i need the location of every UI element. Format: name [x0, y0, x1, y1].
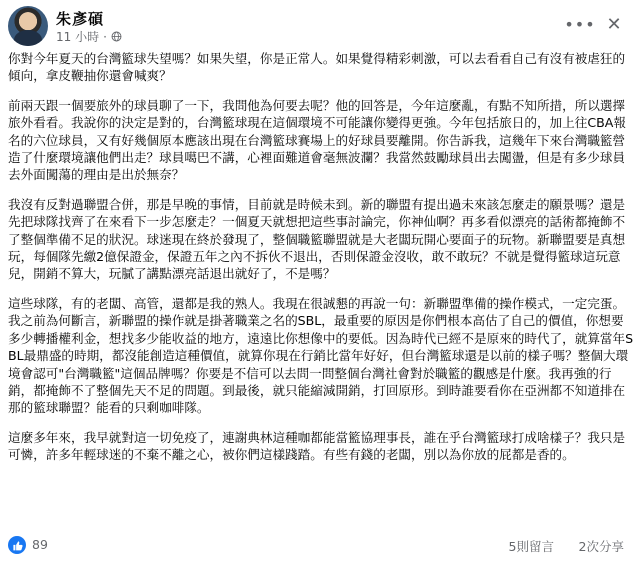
share-count-link[interactable]: 2次分享 — [578, 539, 624, 554]
more-options-icon[interactable]: ••• — [564, 14, 596, 34]
comment-count-link[interactable]: 5則留言 — [508, 539, 554, 554]
post-paragraph: 我沒有反對過聯盟合併，那是早晚的事情，目前就是時候未到。新的聯盟有提出過未來該怎麼走的願景嗎？還是先把球隊找齊了在來看下一步怎麼走？一個夏天就想把這些事討論完，你神仙啊？再多看似漂亮的話術都掩飾不了整個準備不足的狀況。球迷現在終於發現了，整個職籃聯盟就是大老闆玩開心要面子的玩物。新聯盟要是真想玩，每個隊先繳2億保證金，保證五年之內不拆伙不退出，否則保證金沒收，敢不敢玩？不就是覺得籃球這玩意兒，開銷不算大，玩膩了講點漂亮話退出就好了，不是嗎？ — [8, 196, 626, 282]
post-meta: 11 小時 · — [56, 28, 122, 45]
thumbs-up-icon[interactable] — [8, 536, 26, 554]
globe-icon — [111, 31, 122, 42]
post-timestamp[interactable]: 11 小時 — [56, 30, 100, 44]
post-header — [8, 6, 632, 46]
post-body — [8, 50, 634, 476]
post-paragraph: 你對今年夏天的台灣籃球失望嗎？如果失望，你是正常人。如果覺得精彩刺激，可以去看看自己有沒有被虐狂的傾向，拿皮鞭抽你還會喊爽？ — [8, 51, 626, 84]
post-stats-bar — [8, 534, 632, 556]
like-count[interactable]: 89 — [32, 537, 48, 552]
author-name[interactable]: 朱彥碩 — [56, 10, 105, 28]
post-paragraph: 這些球隊，有的老闆、高管，還都是我的熟人。我現在很誠懇的再說一句：新聯盟準備的操作模式，一定完蛋。我之前為何斷言，新聯盟的操作就是掛著職業之名的SBL，最重要的原因是你們根本高估了自己的價值，你想要多少轉播權利金，想找多少能收益的地方，遠遠比你想像中的要低。因為時代已經不是原來的時代了，就算當年SBL最鼎盛的時期，都沒能創造這種價值，就算你現在行銷比當年好好，但台灣籃球還是以前的樣子嗎？整個大環境會認可"台灣職籃"這個品牌嗎？你要是不信可以去問一問整個台灣社會對於職籃的觀感是什麼。我再強的行銷，都掩飾不了整個先天不足的問題。到最後，就只能縮減開銷，打回原形。到時誰要看你在亞洲都不知道排在那的籃球聯盟？能看的只剩咖啡隊。 — [8, 295, 634, 416]
post-paragraph: 這麼多年來，我早就對這一切免疫了，連謝典林這種咖都能當籃協理事長，誰在乎台灣籃球打成啥樣子？我只是可憐，許多年輕球迷的不棄不離之心，被你們這樣踐踏。有些有錢的老闆，別以為你放的屁都是香的。 — [8, 429, 626, 463]
author-avatar[interactable] — [8, 6, 48, 46]
post-paragraph: 前兩天跟一個要旅外的球員聊了一下，我問他為何要去呢？他的回答是，今年這麼亂，有點不知所措，所以選擇旅外看看。我說你的決定是對的，台灣籃球現在這個環境不可能讓你變得更強。今年包括旅日的，加上往CBA報名的六位球員，又有好幾個原本應該出現在台灣籃球賽場上的好球員要離開。你告訴我，這幾年下來台灣職籃營造了什麼環境讓他們出走？球員噶巴不講，心裡面難道會毫無波瀾？我當然鼓勵球員出去闖盪，但是有多少球員去外面闖蕩的理由是出於無奈？ — [8, 97, 626, 183]
close-icon[interactable]: ✕ — [606, 13, 622, 35]
